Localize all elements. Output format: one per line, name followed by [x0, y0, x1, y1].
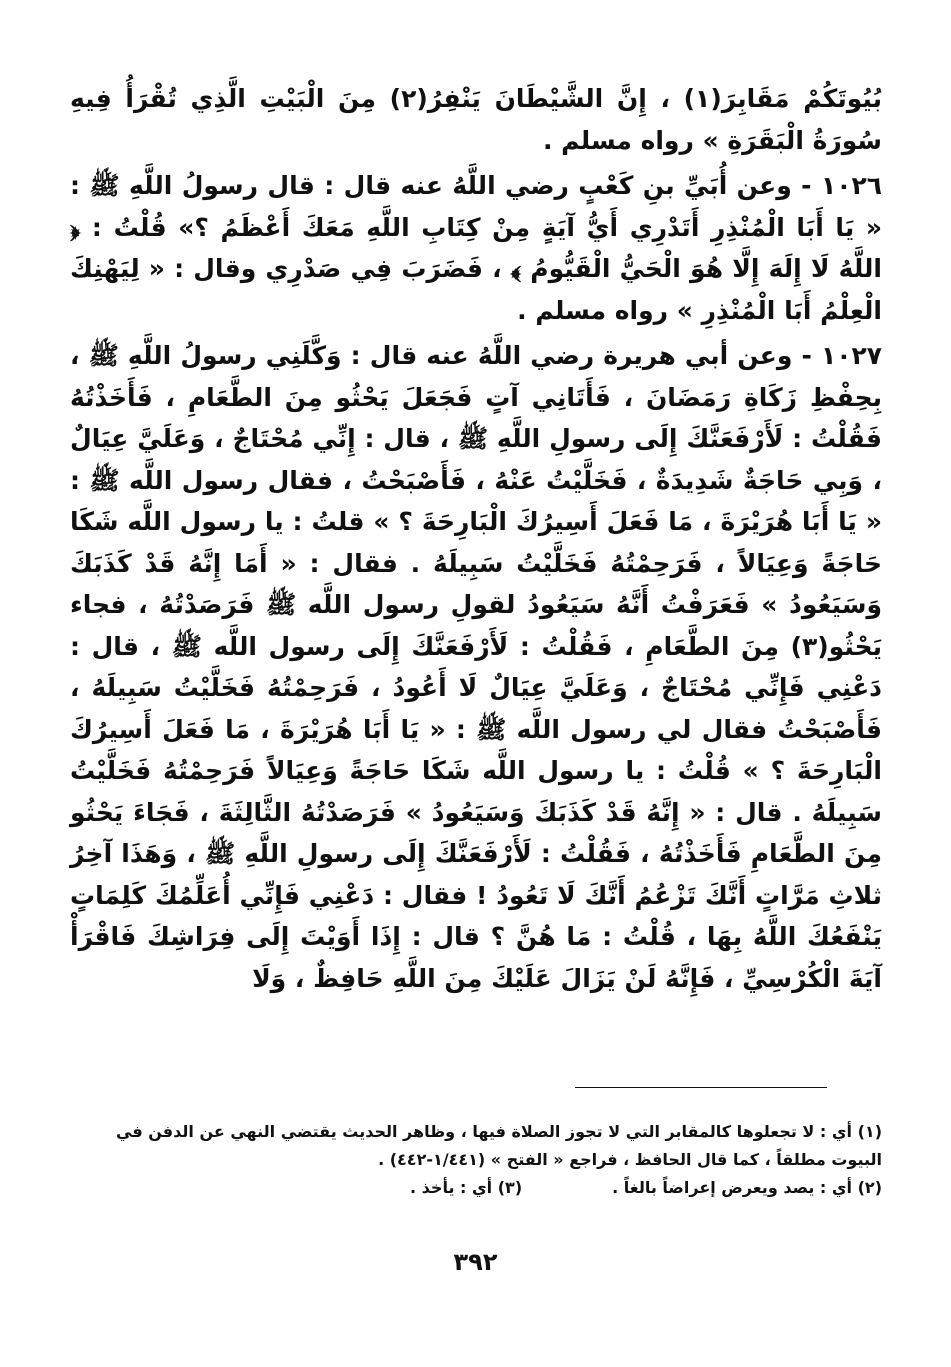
- paragraph-text: - وعن أُبَيِّ بنِ كَعْبٍ رضي اللَّهُ عنه قال : قال رسولُ اللَّهِ ﷺ : « يَا أَبَا الْمُنْذِرِ أَتَدْرِي أَيُّ آيَةٍ مِنْ كِتَابِ اللَّهِ مَعَكَ أَعْظَمُ ؟» قُلْتُ : ﴿ اللَّهُ لَا إِلَهَ إِلَّا هُوَ الْحَيُّ الْقَيُّومُ ﴾ ، فَضَرَبَ فِي صَدْرِي وقال : « لِيَهْنِكَ الْعِلْمُ أَبَا الْمُنْذِرِ » رواه مسلم .: [70, 171, 882, 325]
- paragraph-text: - وعن أبي هريرة رضي اللَّهُ عنه قال : وَكَّلَنِي رسولُ اللَّهِ ﷺ ، بِحِفْظِ زَكَاةِ رَمَضَانَ ، فَأَتَانِي آتٍ فَجَعَلَ يَحْثُو مِنَ الطَّعَامِ ، فَأَخَذْتُهُ فَقُلْتُ : لَأَرْفَعَنَّكَ إِلَى رسولِ اللَّهِ ﷺ ، قال : إِنِّي مُحْتَاجٌ ، وَعَلَيَّ عِيَالٌ ، وَبِي حَاجَةٌ شَدِيدَةٌ ، فَخَلَّيْتُ عَنْهُ ، فَأَصْبَحْتُ ، فقال رسول اللَّه ﷺ : « يَا أَبَا هُرَيْرَةَ ، مَا فَعَلَ أَسِيرُكَ الْبَارِحَةَ ؟ » قلتُ : يا رسول اللَّه شَكَا حَاجَةً وَعِيَالاً ، فَرَحِمْتُهُ فَخَلَّيْتُ سَبِيلَهُ . فقال : « أَمَا إِنَّهُ قَدْ كَذَبَكَ وَسَيَعُودُ » فَعَرَفْتُ أَنَّهُ سَيَعُودُ لقولِ رسول اللَّه ﷺ فَرَصَدْتُهُ ، فجاء يَحْثُو(٣) مِنَ الطَّعَامِ ، فَقُلْتُ : لَأَرْفَعَنَّكَ إِلَى رسول اللَّه ﷺ ، قال : دَعْنِي فَإِنِّي مُحْتَاجٌ ، وَعَلَيَّ عِيَالٌ لَا أَعُودُ ، فَرَحِمْتُهُ فَخَلَّيْتُ سَبِيلَهُ ، فَأَصْبَحْتُ فقال لي رسول اللَّه ﷺ : « يَا أَبَا هُرَيْرَةَ ، مَا فَعَلَ أَسِيرُكَ الْبَارِحَةَ ؟ » قُلْتُ : يا رسول اللَّه شَكَا حَاجَةً وَعِيَالاً فَرَحِمْتُهُ فَخَلَّيْتُ سَبِيلَهُ . قال : « إِنَّهُ قَدْ كَذَبَكَ وَسَيَعُودُ » فَرَصَدْتُهُ الثَّالِثَةَ ، فَجَاءَ يَحْثُو مِنَ الطَّعَامِ فَأَخَذْتُهُ ، فَقُلْتُ : لَأَرْفَعَنَّكَ إِلَى رسولِ اللَّهِ ﷺ ، وَهَذَا آخِرُ ثلاثِ مَرَّاتٍ أَنَّكَ تَزْعُمُ أَنَّكَ لَا تَعُودُ ! فقال : دَعْنِي فَإِنِّي أُعَلِّمُكَ كَلِمَاتٍ يَنْفَعُكَ اللَّهُ بِهَا ، قُلْتُ : مَا هُنَّ ؟ قال : إِذَا أَوَيْتَ إِلَى فِرَاشِكَ فَاقْرَأْ آيَةَ الْكُرْسِيِّ ، فَإِنَّهُ لَنْ يَزَالَ عَلَيْكَ مِنَ اللَّهِ حَافِظٌ ، وَلَا: [70, 341, 882, 993]
- footnotes: [70, 1118, 882, 1202]
- main-text-body: [70, 78, 882, 999]
- page-number: ٣٩٢: [453, 1248, 498, 1276]
- hadith-paragraph: [70, 165, 882, 331]
- footnote-2: (٢) أي : يصد ويعرض إعراضاً بالغاً .: [612, 1178, 882, 1197]
- hadith-number: ١٠٢٧: [820, 341, 882, 370]
- footnote-1: (١) أي : لا تجعلوها كالمقابر التي لا تجوز الصلاة فيها ، وظاهر الحديث يقتضي النهي عن الدفن في البيوت مطلقاً ، كما قال الحافظ ، فراجع « الفتح » (١/٤٤١-٤٤٢) .: [116, 1122, 882, 1169]
- hadith-paragraph: [70, 335, 882, 999]
- hadith-number: ١٠٢٦: [820, 171, 882, 200]
- paragraph-text: بُيُوتَكُمْ مَقَابِرَ(١) ، إِنَّ الشَّيْطَانَ يَنْفِرُ(٢) مِنَ الْبَيْتِ الَّذِي تُقْرَأُ فِيهِ سُورَةُ الْبَقَرَةِ » رواه مسلم .: [70, 84, 882, 155]
- footnote-separator: [575, 1087, 827, 1088]
- footnote-row: [70, 1174, 882, 1202]
- footnote-3: (٣) أي : يأخذ .: [410, 1178, 523, 1197]
- hadith-paragraph: [70, 78, 882, 161]
